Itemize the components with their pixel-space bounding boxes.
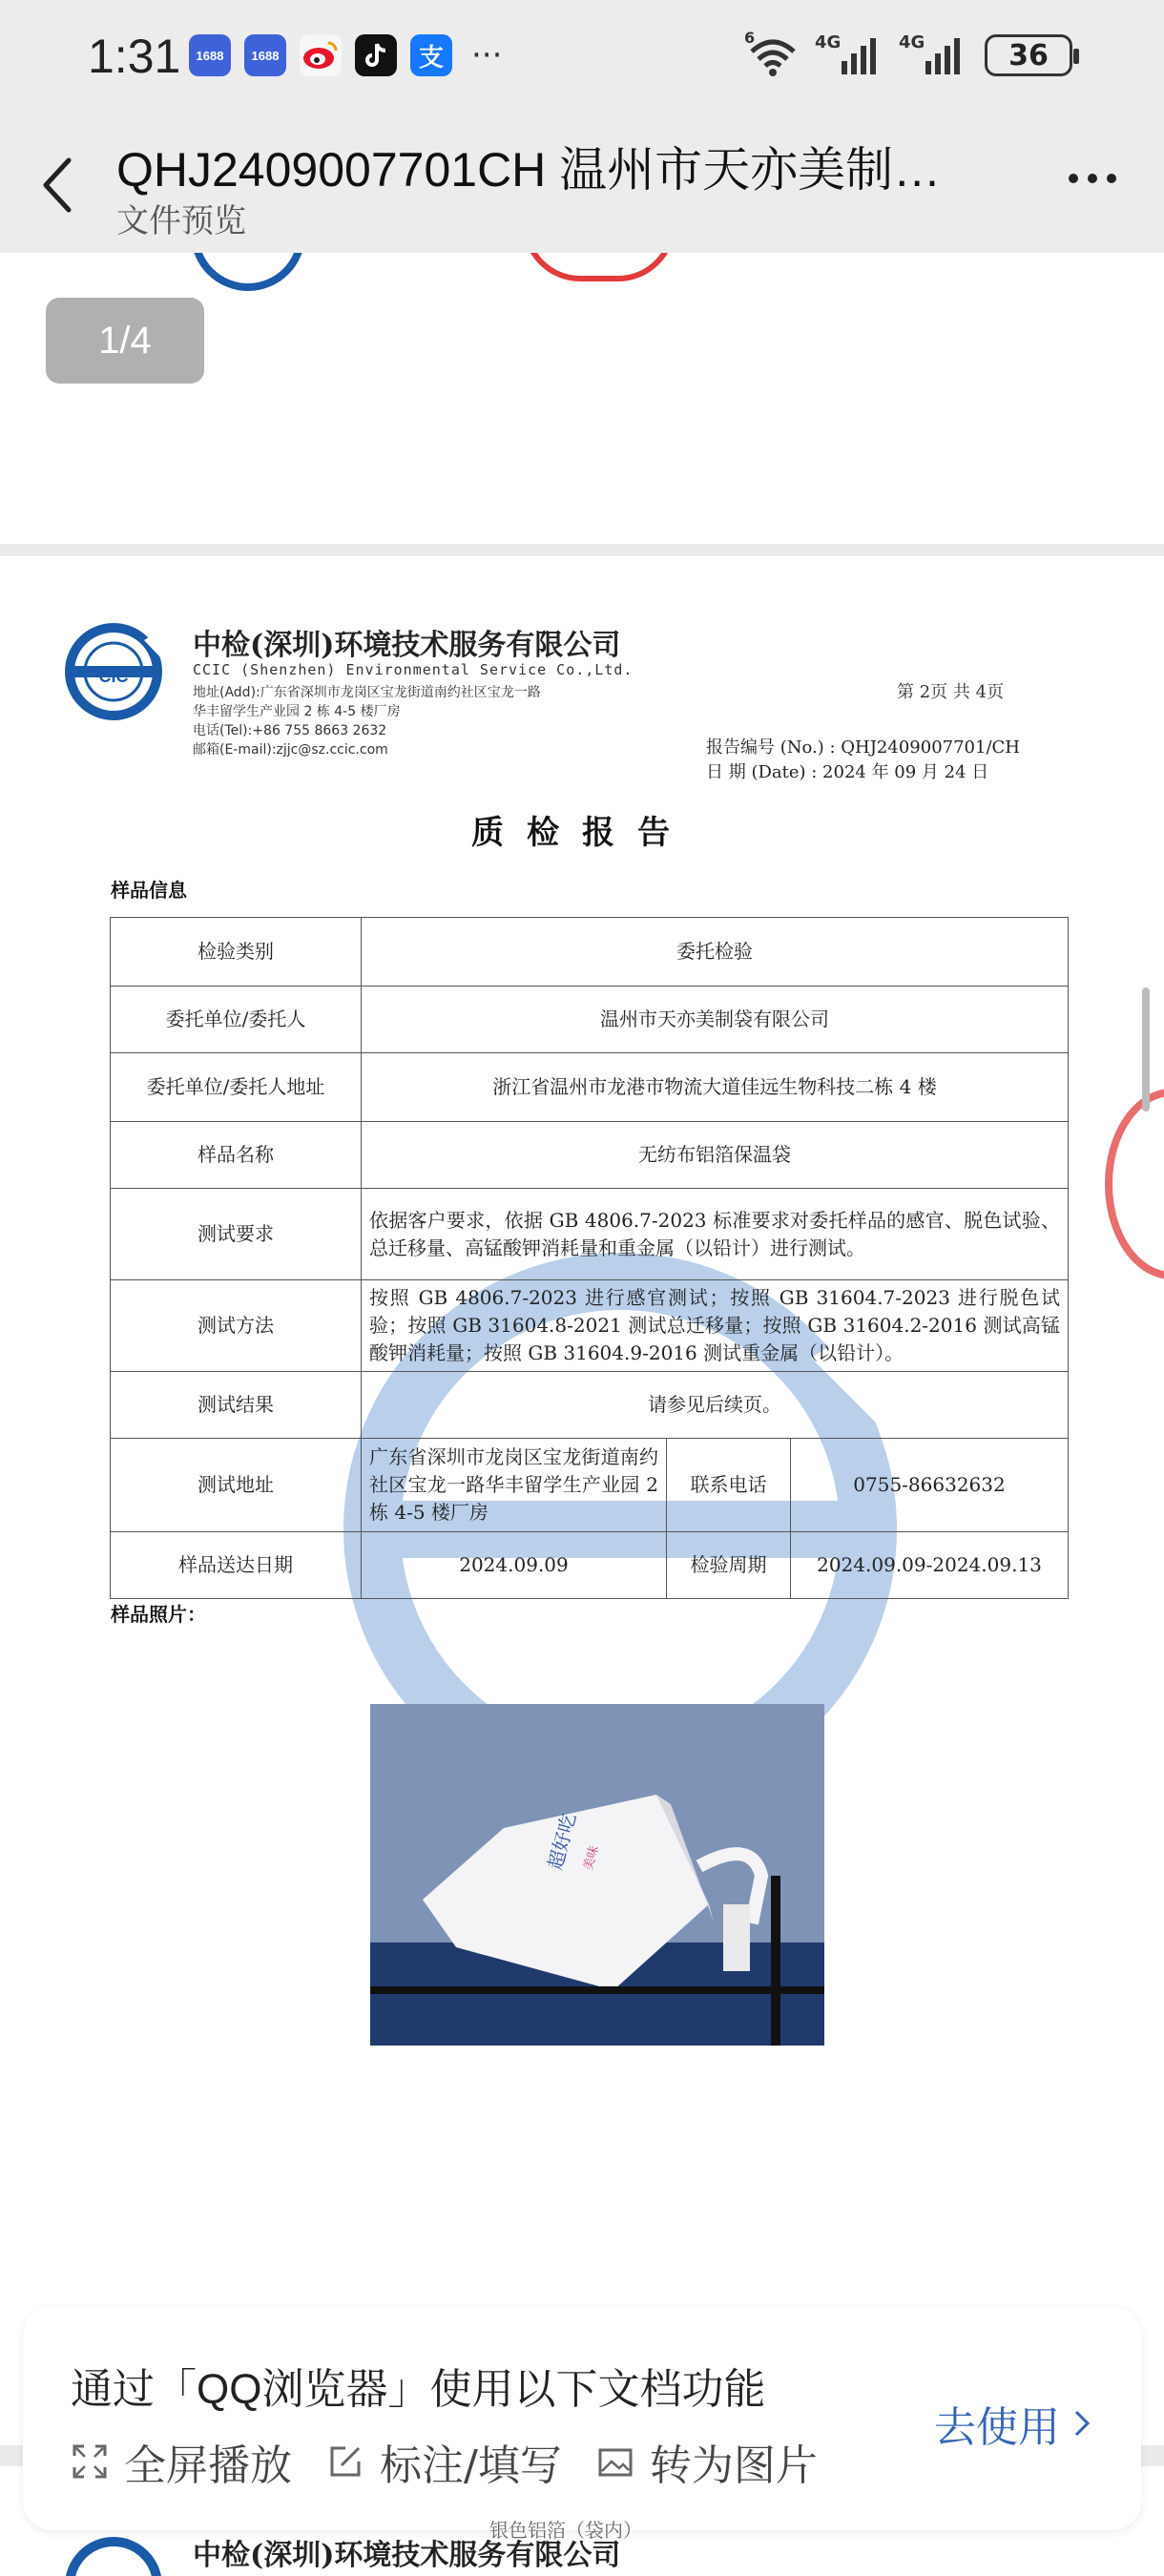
page-number: 第 2页 共 4页	[897, 682, 1005, 702]
company-email: 邮箱(E-mail):zjjc@sz.ccic.com	[193, 742, 388, 758]
table-row	[111, 987, 1069, 1053]
table-key: 测试要求	[111, 1189, 362, 1280]
feature-list	[71, 2431, 818, 2492]
dot-icon	[1107, 174, 1116, 183]
alipay-icon: 支	[410, 34, 452, 76]
sample-photo	[370, 1704, 824, 2046]
signal-type: 4G	[815, 32, 842, 52]
company-name: 中检(深圳)环境技术服务有限公司	[193, 2539, 621, 2572]
scrollbar[interactable]	[1142, 987, 1150, 1111]
chevron-right-icon	[1073, 2409, 1091, 2438]
convert-image-label: 转为图片	[649, 2441, 818, 2490]
system-indicators	[744, 29, 1072, 76]
table-key: 检验周期	[667, 1532, 791, 1599]
report-number: 报告编号 (No.) : QHJ2409007701/CH	[706, 737, 1020, 758]
company-tel: 电话(Tel):+86 755 8663 2632	[193, 723, 387, 738]
signal-icon	[899, 32, 967, 74]
edit-icon	[326, 2442, 364, 2481]
table-value: 浙江省温州市龙港市物流大道佳远生物科技二栋 4 楼	[362, 1053, 1069, 1122]
svg-text:CIC: CIC	[98, 667, 129, 686]
table-row	[111, 1280, 1069, 1372]
table-value: 按照 GB 4806.7-2023 进行感官测试；按照 GB 31604.7-2023 进行脱色试验；按照 GB 31604.8-2021 测试总迁移量；按照 GB 31604.2-2016 测试高锰酸钾消耗量；按照 GB 31604.9-2016 测试重金属（以铅计）。	[362, 1280, 1069, 1372]
table-value: 0755-86632632	[791, 1439, 1069, 1532]
fullscreen-icon	[71, 2442, 109, 2481]
ccic-logo	[63, 2535, 164, 2576]
table-value: 委托检验	[362, 918, 1069, 987]
stamp-fragment	[523, 253, 676, 281]
official-stamp	[1105, 1089, 1164, 1279]
table-row	[111, 1122, 1069, 1189]
table-value: 温州市天亦美制袋有限公司	[362, 987, 1069, 1053]
dot-icon	[1069, 174, 1078, 183]
table-key: 测试地址	[111, 1439, 362, 1532]
wifi-badge: 6	[744, 29, 756, 47]
battery-icon: 36	[985, 34, 1072, 76]
table-row	[111, 918, 1069, 987]
table-value: 无纺布铝箔保温袋	[362, 1122, 1069, 1189]
signal-icon	[815, 32, 883, 74]
promo-text: 通过「QQ浏览器」使用以下文档功能	[71, 2366, 766, 2413]
table-value: 2024.09.09	[362, 1532, 667, 1599]
table-value: 广东省深圳市龙岗区宝龙街道南约社区宝龙一路华丰留学生产业园 2 栋 4-5 楼厂房	[362, 1439, 667, 1532]
document-subtitle: 文件预览	[116, 202, 246, 240]
app-1688-icon: 1688	[244, 34, 286, 76]
convert-image-feature[interactable]	[596, 2431, 818, 2492]
table-value: 2024.09.09-2024.09.13	[791, 1532, 1069, 1599]
ccic-logo	[63, 621, 164, 722]
table-key: 联系电话	[667, 1439, 791, 1532]
image-icon	[596, 2442, 634, 2481]
table-row	[111, 1532, 1069, 1599]
page-indicator: 1/4	[46, 298, 204, 384]
annotate-feature[interactable]	[326, 2431, 562, 2492]
back-button[interactable]	[38, 155, 76, 216]
chevron-left-icon	[38, 155, 76, 216]
sample-info-table	[110, 917, 1069, 1599]
table-value: 请参见后续页。	[362, 1372, 1069, 1439]
sample-info-label: 样品信息	[111, 879, 187, 902]
wifi-icon	[744, 29, 800, 76]
qq-browser-promo-card	[23, 2307, 1141, 2530]
annotate-label: 标注/填写	[380, 2441, 562, 2490]
company-address-2: 华丰留学生产业园 2 栋 4-5 楼厂房	[193, 704, 401, 719]
svg-text:超好吃: 超好吃	[543, 1811, 581, 1873]
signal-type: 4G	[899, 32, 925, 52]
tiktok-icon	[355, 34, 397, 76]
previous-page	[0, 253, 1164, 544]
table-row	[111, 1372, 1069, 1439]
table-key: 样品送达日期	[111, 1532, 362, 1599]
go-use-label: 去使用	[934, 2403, 1060, 2452]
dot-icon	[1088, 174, 1097, 183]
company-name-en: CCIC (Shenzhen) Environmental Service Co.,Ltd.	[193, 661, 634, 678]
table-row	[111, 1439, 1069, 1532]
table-value: 依据客户要求，依据 GB 4806.7-2023 标准要求对委托样品的感官、脱色试验、总迁移量、高锰酸钾消耗量和重金属（以铅计）进行测试。	[362, 1189, 1069, 1280]
page-footer-text: 银色铝箔（袋内）	[489, 2519, 642, 2542]
more-options-button[interactable]	[1069, 174, 1116, 183]
report-page	[0, 556, 1164, 2445]
document-title: QHJ2409007701CH 温州市天亦美制…	[116, 143, 942, 197]
photo-label: 样品照片：	[111, 1603, 206, 1626]
go-use-button[interactable]	[934, 2393, 1091, 2454]
table-key: 委托单位/委托人地址	[111, 1053, 362, 1122]
company-address: 地址(Add):广东省深圳市龙岗区宝龙街道南约社区宝龙一路	[193, 685, 541, 700]
table-key: 检验类别	[111, 918, 362, 987]
app-1688-icon: 1688	[189, 34, 231, 76]
table-key: 样品名称	[111, 1122, 362, 1189]
fullscreen-feature[interactable]	[71, 2431, 292, 2492]
svg-text:美味: 美味	[581, 1844, 602, 1873]
table-key: 委托单位/委托人	[111, 987, 362, 1053]
company-name: 中检(深圳)环境技术服务有限公司	[193, 629, 621, 662]
table-row	[111, 1053, 1069, 1122]
table-key: 测试方法	[111, 1280, 362, 1372]
report-date: 日 期 (Date) : 2024 年 09 月 24 日	[706, 762, 989, 782]
table-key: 测试结果	[111, 1372, 362, 1439]
more-notifications-icon: ···	[471, 36, 503, 74]
document-viewer[interactable]	[0, 253, 1164, 2576]
status-bar	[0, 0, 1164, 114]
notification-icons	[189, 34, 502, 76]
report-title: 质检报告	[471, 814, 693, 852]
table-row	[111, 1189, 1069, 1280]
app-header	[0, 114, 1164, 253]
fullscreen-label: 全屏播放	[124, 2441, 292, 2490]
status-time: 1:31	[88, 30, 181, 83]
ccic-logo-fragment	[191, 253, 305, 291]
weibo-icon	[300, 34, 342, 76]
